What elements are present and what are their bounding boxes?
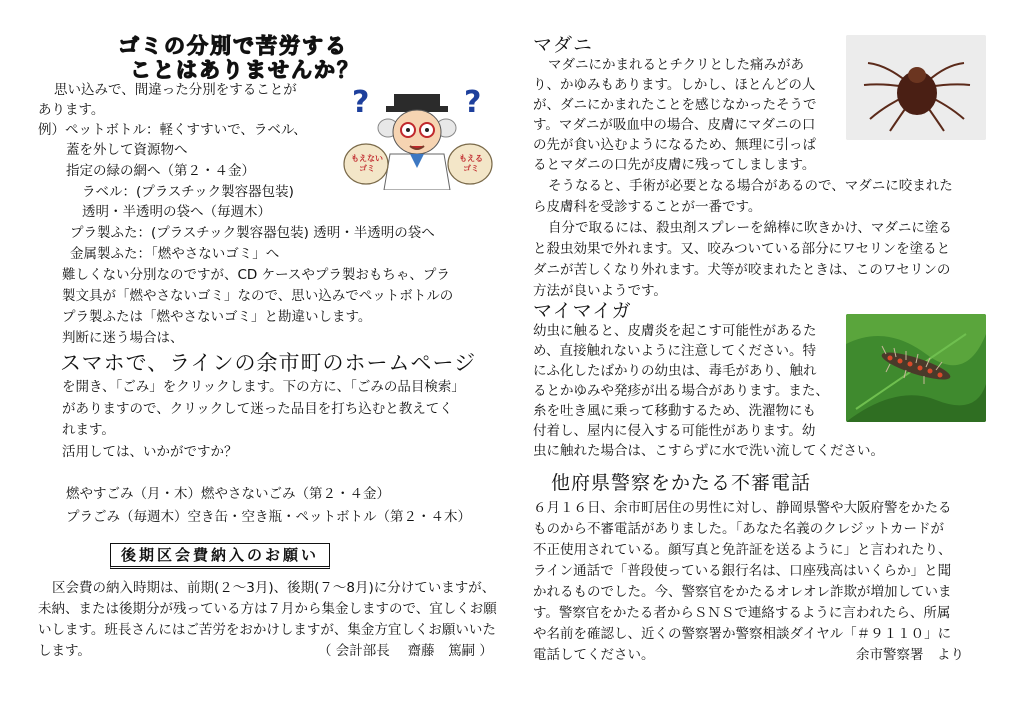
garbage-line: 透明・半透明の袋へ（毎週木）: [82, 204, 271, 220]
tick-line: そうなると、手術が必要となる場合があるので、マダニに咬まれた: [548, 178, 953, 194]
garbage-line: 思い込みで、間違った分別をすることが: [54, 82, 297, 98]
garbage-line: プラ製ふたは「燃やさないゴミ」と勘違いします。: [62, 309, 372, 325]
tick-line: 方法が良いようです。: [533, 283, 667, 299]
garbage-line: 製文具が「燃やさないゴミ」なので、思い込みでペットボトルの: [62, 288, 454, 304]
tick-line: るとマダニの口先が皮膚に残ってしまします。: [533, 157, 816, 173]
police-line: ライン通話で「普段使っている銀行名は、口座残高はいくらか」と聞: [533, 563, 952, 579]
garbage-line: 金属製ふた：「燃やさないゴミ」へ: [70, 246, 280, 262]
garbage-lead: スマホで、ラインの余市町のホームページ: [60, 351, 477, 375]
garbage-line: 難しくない分別なのですが、CD ケースやプラ製おもちゃ、プラ: [62, 267, 450, 283]
moth-line: め、直接触れないように注意してください。特: [533, 343, 816, 359]
caterpillar-photo: [846, 314, 986, 422]
garbage-line: 活用しては、いかがですか？: [62, 444, 238, 460]
tick-line: 自分で取るには、殺虫剤スプレーを綿棒に吹きかけ、マダニに塗る: [548, 220, 952, 236]
tick-line: ら皮膚科を受診することが一番です。: [533, 199, 762, 215]
fee-line: します。: [38, 643, 91, 659]
garbage-line: プラ製ふた：(プラスチック製容器包装) 透明・半透明の袋へ: [70, 225, 435, 241]
police-line: かれるものでした。今、警察官をかたるオレオレ詐欺が増加していま: [533, 584, 952, 600]
fee-line: 未納、または後期分が残っている方は７月から集金しますので、宜しくお願: [38, 601, 497, 617]
tick-line: の先が食い込むようになるため、無理に引っぱ: [533, 137, 816, 153]
garbage-line: 蓋を外して資源物へ: [66, 142, 188, 158]
question-mark-icon: ?: [464, 85, 482, 120]
garbage-line: あります。: [38, 102, 105, 118]
fee-line: いします。班長さんにはご苦労をおかけしますが、集金方宜しくお願いいた: [38, 622, 496, 638]
garbage-line: がありますので、クリックして迷った品目を打ち込むと教えてく: [62, 401, 453, 417]
police-line: 不正使用されている。顔写真と免許証を送るように」と言われたり、: [533, 542, 952, 558]
tick-photo: [846, 35, 986, 140]
garbage-line: を開き、「ごみ」をクリックします。下の方に、「ごみの品目検索」: [62, 379, 465, 395]
police-line: す。警察官をかたる者からＳＮＳで連絡するように言われたら、所属: [533, 605, 951, 621]
schedule-line: 燃やすごみ（月・木）燃やさないごみ（第２・４金）: [66, 486, 390, 502]
tick-line: が、ダニにかまれたことを感じなかったそうで: [533, 97, 817, 113]
fee-line: 区会費の納入時期は、前期(２～3月)、後期(７～8月)に分けていますが、: [52, 580, 496, 596]
police-line: ものから不審電話がありました。「あなた名義のクレジットカードが: [533, 521, 945, 537]
moth-line: 虫に触れた場合は、こすらずに水で洗い流してください。: [533, 443, 884, 459]
garbage-line: 指定の緑の網へ（第２・４金）: [66, 163, 255, 179]
garbage-line: ラベル：(プラスチック製容器包装): [82, 184, 294, 200]
moth-line: るとかゆみや発疹が出る場合があります。また、: [533, 383, 829, 399]
fee-title: 後期区会費納入のお願い: [110, 543, 330, 569]
police-line: ６月１６日、余市町居住の男性に対し、静岡県警や大阪府警をかたる: [533, 500, 952, 516]
garbage-line: 例）ペットボトル：軽くすすいで、ラベル、: [38, 122, 307, 138]
fee-signature: （ 会計部長 齋藤 篤嗣 ）: [318, 643, 493, 659]
tick-line: マダニにかまれるとチクリとした痛みがあ: [548, 57, 804, 73]
professor-illustration: [338, 82, 498, 190]
police-title: 他府県警察をかたる不審電話: [551, 472, 812, 494]
garbage-line: れます。: [62, 422, 115, 438]
garbage-line: 判断に迷う場合は、: [62, 330, 184, 346]
police-signature: 余市警察署 より: [856, 647, 964, 663]
tick-line: ダニが苦しくなり外れます。犬等が咬まれたときは、このワセリンの: [533, 262, 951, 278]
garbage-title-line1: ゴミの分別で苦労する: [118, 34, 348, 58]
police-line: 電話してください。: [533, 647, 655, 663]
bag-label-burnable: もえる ゴミ: [459, 154, 483, 173]
tick-line: と殺虫効果で外れます。又、咬みついている部分にワセリンを塗ると: [533, 241, 951, 257]
moth-line: 付着し、屋内に侵入する可能性があります。幼: [533, 423, 816, 439]
moth-line: 糸を吐き風に乗って移動するため、洗濯物にも: [533, 403, 816, 419]
moth-title: マイマイガ: [533, 300, 632, 322]
question-mark-icon: ?: [352, 85, 370, 120]
garbage-title-line2: ことはありませんか？: [130, 58, 360, 82]
police-line: や名前を確認し、近くの警察署か警察相談ダイヤル「＃９１１０」に: [533, 626, 952, 642]
bag-label-nonburnable: もえない ゴミ: [351, 154, 383, 173]
tick-line: り、かゆみもあります。しかし、ほとんどの人: [533, 77, 816, 93]
moth-line: にふ化したばかりの幼虫は、毒毛があり、触れ: [533, 363, 817, 379]
moth-line: 幼虫に触ると、皮膚炎を起こす可能性があるた: [533, 323, 817, 339]
tick-line: す。マダニが吸血中の場合、皮膚にマダニの口: [533, 117, 816, 133]
tick-title: マダニ: [533, 34, 594, 56]
schedule-line: プラごみ（毎週木）空き缶・空き瓶・ペットボトル（第２・４木）: [66, 509, 471, 525]
